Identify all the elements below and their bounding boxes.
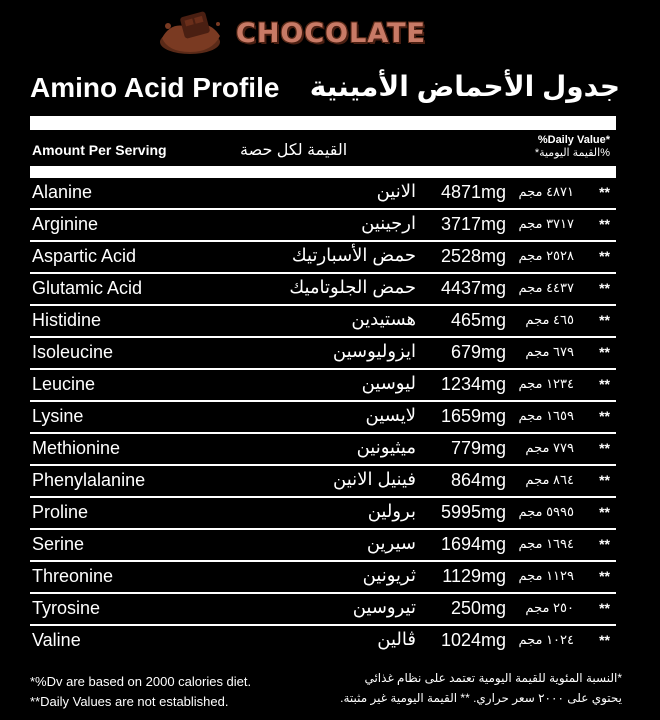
amino-acid-amount: 679mg xyxy=(450,342,506,362)
amino-acid-amount-arabic: ٣٧١٧ مجم xyxy=(518,216,574,231)
amino-acid-amount: 1129mg xyxy=(442,566,506,586)
amino-acid-amount: 5995mg xyxy=(440,502,506,522)
daily-value-cell: ** xyxy=(599,408,610,424)
amino-acid-amount: 465mg xyxy=(450,310,506,330)
daily-value-cell: ** xyxy=(599,184,610,200)
amino-acid-amount: 1694mg xyxy=(440,534,506,554)
daily-value-cell: ** xyxy=(599,216,610,232)
table-row xyxy=(30,274,616,306)
table-row xyxy=(30,242,616,274)
table-row xyxy=(30,562,616,594)
amino-acid-amount-arabic: ٤٦٥ مجم xyxy=(525,312,574,327)
amino-acid-amount-arabic: ١١٢٩ مجم xyxy=(518,568,574,583)
amino-acid-name-arabic: حمض الجلوتاميك xyxy=(289,277,416,297)
table-row xyxy=(30,402,616,434)
amino-acid-name: Phenylalanine xyxy=(32,470,146,490)
amino-acid-amount: 250mg xyxy=(450,598,506,618)
amino-acid-amount-arabic: ١٦٩٤ مجم xyxy=(518,536,574,551)
amino-acid-name: Methionine xyxy=(32,438,121,458)
amino-acid-amount-arabic: ٥٩٩٥ مجم xyxy=(518,504,574,519)
amino-acid-name-arabic: لايسين xyxy=(365,405,416,425)
page-title: Amino Acid Profile xyxy=(30,72,280,103)
footnote-en-1: *%Dv are based on 2000 calories diet. xyxy=(30,674,252,689)
amino-acid-name-arabic: ارجينين xyxy=(361,213,416,233)
daily-value-cell: ** xyxy=(599,536,610,552)
chocolate-splash-icon xyxy=(152,8,230,58)
daily-value-cell: ** xyxy=(599,376,610,392)
daily-value-cell: ** xyxy=(599,472,610,488)
daily-value-cell: ** xyxy=(599,280,610,296)
daily-value-cell: ** xyxy=(599,504,610,520)
table-row xyxy=(30,178,616,210)
amino-acid-amount: 2528mg xyxy=(440,246,506,266)
daily-value-cell: ** xyxy=(599,248,610,264)
amino-acid-name: Glutamic Acid xyxy=(32,278,143,298)
footnote-ar xyxy=(340,668,622,708)
table-row xyxy=(30,434,616,466)
amino-acid-name-arabic: حمض الأسبارتيك xyxy=(291,245,416,265)
table-row xyxy=(30,370,616,402)
table-divider-bar xyxy=(30,166,616,178)
table-row xyxy=(30,466,616,498)
amino-acid-amount-arabic: ٨٦٤ مجم xyxy=(525,472,574,487)
table-row xyxy=(30,306,616,338)
amino-acid-amount: 779mg xyxy=(450,438,506,458)
amino-acid-name-arabic: ثريونين xyxy=(362,565,416,585)
daily-value-label xyxy=(535,134,610,160)
table-row xyxy=(30,338,616,370)
amino-acid-table xyxy=(30,178,616,656)
amino-acid-name-arabic: ڤالين xyxy=(377,629,416,649)
amino-acid-name: Tyrosine xyxy=(32,598,101,618)
amino-acid-amount: 1659mg xyxy=(440,406,506,426)
amino-acid-name-arabic: فينيل الانين xyxy=(333,469,416,489)
daily-value-cell: ** xyxy=(599,600,610,616)
daily-value-label-ar: %القيمة اليومية* xyxy=(534,147,610,159)
daily-value-cell: ** xyxy=(599,344,610,360)
amino-acid-amount: 3717mg xyxy=(440,214,506,234)
footnote-en-2: **Daily Values are not established. xyxy=(30,694,229,709)
amino-acid-name: Isoleucine xyxy=(32,342,114,362)
amino-acid-name: Threonine xyxy=(32,566,114,586)
amino-acid-amount: 1234mg xyxy=(440,374,506,394)
amino-acid-name: Arginine xyxy=(32,214,99,234)
amino-acid-amount-arabic: ١٠٢٤ مجم xyxy=(518,632,574,647)
amino-acid-amount-arabic: ٦٧٩ مجم xyxy=(525,344,574,359)
amino-acid-amount-arabic: ١٦٥٩ مجم xyxy=(518,408,574,423)
amino-acid-name: Lysine xyxy=(32,406,84,426)
table-top-bar xyxy=(30,116,616,130)
amino-acid-amount-arabic: ٢٥٢٨ مجم xyxy=(518,248,574,263)
table-row xyxy=(30,530,616,562)
amino-acid-name-arabic: ميثيونين xyxy=(356,437,416,457)
amino-acid-amount-arabic: ٤٨٧١ مجم xyxy=(518,184,574,199)
amino-acid-amount-arabic: ١٢٣٤ مجم xyxy=(518,376,574,391)
amino-acid-amount: 4437mg xyxy=(440,278,506,298)
amino-acid-name-arabic: ايزوليوسين xyxy=(332,341,416,361)
daily-value-cell: ** xyxy=(599,440,610,456)
daily-value-label-en: %Daily Value* xyxy=(537,134,610,146)
amount-per-serving-label: Amount Per Serving xyxy=(32,142,167,158)
amino-acid-name-arabic: هستيدين xyxy=(351,309,416,329)
amount-per-serving-label-arabic: القيمة لكل حصة xyxy=(240,142,348,159)
brand-logo xyxy=(150,6,450,62)
amino-acid-name: Histidine xyxy=(32,310,102,330)
footnote-ar-1: *النسبة المئوية للقيمة اليومية تعتمد على نظام غذائي xyxy=(364,671,622,685)
daily-value-cell: ** xyxy=(599,632,610,648)
amino-acid-name: Alanine xyxy=(32,182,93,202)
amino-acid-name-arabic: تيروسين xyxy=(352,597,416,617)
amino-acid-name: Leucine xyxy=(32,374,96,394)
amino-acid-name: Aspartic Acid xyxy=(32,246,137,266)
table-row xyxy=(30,210,616,242)
amino-acid-name: Valine xyxy=(32,630,81,650)
table-row xyxy=(30,498,616,530)
amino-acid-name: Serine xyxy=(32,534,85,554)
amino-acid-name-arabic: ليوسين xyxy=(361,373,416,393)
amino-acid-amount: 864mg xyxy=(450,470,506,490)
amino-acid-name-arabic: سيرين xyxy=(366,533,416,553)
amino-acid-amount-arabic: ٤٤٣٧ مجم xyxy=(518,280,574,295)
amino-acid-amount-arabic: ٢٥٠ مجم xyxy=(525,600,574,615)
table-row xyxy=(30,626,616,656)
footnote-en xyxy=(30,672,251,712)
daily-value-cell: ** xyxy=(599,568,610,584)
page-title-arabic: جدول الأحماض الأمينية xyxy=(309,71,620,102)
amino-acid-amount-arabic: ٧٧٩ مجم xyxy=(525,440,574,455)
table-header xyxy=(30,130,616,166)
amino-acid-name: Proline xyxy=(32,502,89,522)
amino-acid-name-arabic: برولين xyxy=(367,501,416,521)
amino-acid-amount: 4871mg xyxy=(440,182,506,202)
daily-value-cell: ** xyxy=(599,312,610,328)
footnote-ar-2: يحتوي على ٢٠٠٠ سعر حراري. ** القيمة اليومية غير مثبتة. xyxy=(340,691,622,705)
table-row xyxy=(30,594,616,626)
brand-word: CHOCOLATE xyxy=(236,18,426,49)
amino-acid-name-arabic: الانين xyxy=(376,181,416,201)
amino-acid-amount: 1024mg xyxy=(440,630,506,650)
